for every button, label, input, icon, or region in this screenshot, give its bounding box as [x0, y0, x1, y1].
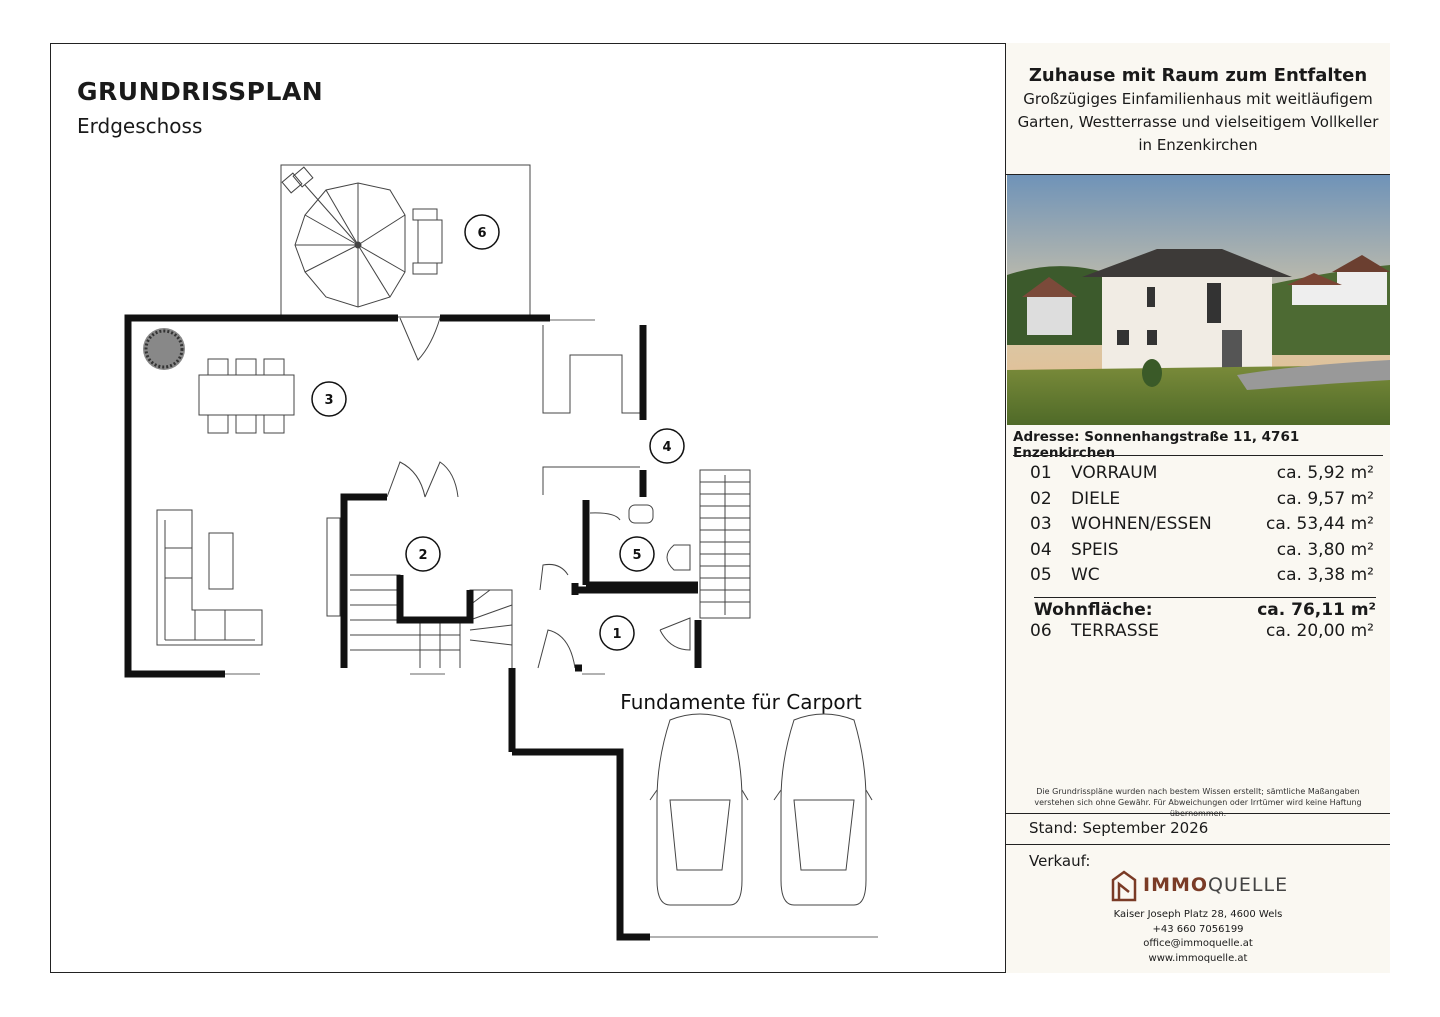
- stand-box: [1006, 813, 1390, 845]
- wc-door-swing: [660, 618, 690, 650]
- room-area: ca. 5,92 m²: [1276, 463, 1374, 483]
- room-name: TERRASSE: [1071, 621, 1160, 641]
- room-name: WOHNEN/ESSEN: [1071, 514, 1212, 535]
- kitchen-counter: [543, 325, 640, 495]
- agency-web: www.immoquelle.at: [1148, 952, 1248, 964]
- logo-icon: [1111, 870, 1137, 902]
- room-marker-2-label: 2: [418, 548, 428, 563]
- divider: [1013, 455, 1383, 456]
- logo-text-left: IMMO: [1143, 874, 1209, 896]
- disclaimer: Die Grundrisspläne wurden nach bestem Wissen erstellt; sämtliche Maßangaben verstehen sich ohne Gewähr. Für Abweichungen oder Irrtümer wird keine Haftung übernommen.: [1034, 787, 1362, 818]
- room-marker-6-label: 6: [477, 226, 487, 241]
- plant-icon: [143, 328, 185, 370]
- room-number: 06: [1030, 621, 1052, 641]
- room-marker-3-label: 3: [324, 393, 334, 408]
- living-area-label: Wohnfläche:: [1034, 600, 1153, 620]
- verkauf-label: Verkauf:: [1029, 852, 1091, 870]
- house-photo: [1007, 175, 1390, 425]
- double-door: [387, 462, 458, 497]
- terrace-door: [400, 318, 440, 360]
- entry-door: [538, 630, 575, 668]
- room-marker-1-label: 1: [612, 627, 622, 642]
- info-panel: [1005, 43, 1390, 973]
- logo-text: [1143, 874, 1288, 896]
- sofa-icon: [157, 510, 340, 645]
- room-area: ca. 53,44 m²: [1265, 514, 1374, 535]
- room-list: [1026, 463, 1376, 591]
- room-name: DIELE: [1071, 488, 1121, 509]
- logo-text-right: QUELLE: [1208, 874, 1289, 896]
- listing-headline: Zuhause mit Raum zum Entfalten: [1028, 65, 1368, 86]
- living-area-total: [1034, 597, 1376, 622]
- agency-email: office@immoquelle.at: [1143, 938, 1253, 949]
- toilet-icon: [667, 545, 690, 570]
- room-area: ca. 3,80 m²: [1276, 539, 1374, 560]
- plan-title: GRUNDRISSPLAN: [77, 77, 324, 106]
- room-marker-5-label: 5: [632, 548, 642, 563]
- door-swing: [540, 564, 568, 590]
- room-name: WC: [1071, 565, 1100, 586]
- agency-street: Kaiser Joseph Platz 28, 4600 Wels: [1113, 909, 1283, 920]
- sink-icon: [629, 505, 653, 523]
- living-area-value: ca. 76,11 m²: [1257, 600, 1376, 620]
- room-row: [1026, 463, 1376, 489]
- room-row: [1026, 565, 1376, 591]
- room-number: 05: [1030, 565, 1052, 586]
- agency-contact: [1006, 908, 1390, 966]
- terrace-row: [1026, 621, 1376, 645]
- room-number: 03: [1030, 514, 1052, 535]
- wc-door: [590, 513, 620, 520]
- carport-label: Fundamente für Carport: [620, 690, 862, 714]
- room-number: 01: [1030, 463, 1052, 483]
- stairs-right: [700, 470, 750, 618]
- umbrella-icon: [282, 167, 442, 307]
- plan-subtitle: Erdgeschoss: [77, 114, 203, 138]
- room-area: ca. 3,38 m²: [1276, 565, 1374, 586]
- room-area: ca. 20,00 m²: [1265, 621, 1374, 641]
- room-row: [1026, 540, 1376, 566]
- car-icon: [774, 714, 872, 905]
- agency-phone: +43 660 7056199: [1152, 923, 1244, 935]
- stand-date: Stand: September 2026: [1029, 819, 1209, 837]
- room-name: VORRAUM: [1071, 463, 1158, 483]
- dining-table-icon: [199, 359, 294, 433]
- listing-header: [1006, 43, 1390, 175]
- room-number: 04: [1030, 539, 1052, 560]
- agency-logo: [1111, 870, 1291, 902]
- listing-description: Großzügiges Einfamilienhaus mit weitläufigem Garten, Westterrasse und vielseitigem Vollkeller in Enzenkirchen: [1017, 90, 1379, 154]
- room-marker-4-label: 4: [662, 440, 672, 455]
- room-area: ca. 9,57 m²: [1276, 488, 1374, 509]
- room-row: [1026, 489, 1376, 515]
- room-number: 02: [1030, 488, 1052, 509]
- car-icon: [650, 714, 748, 905]
- room-row: [1026, 514, 1376, 540]
- room-name: SPEIS: [1071, 539, 1119, 560]
- address: Adresse: Sonnenhangstraße 11, 4761 Enzenkirchen: [1013, 429, 1300, 461]
